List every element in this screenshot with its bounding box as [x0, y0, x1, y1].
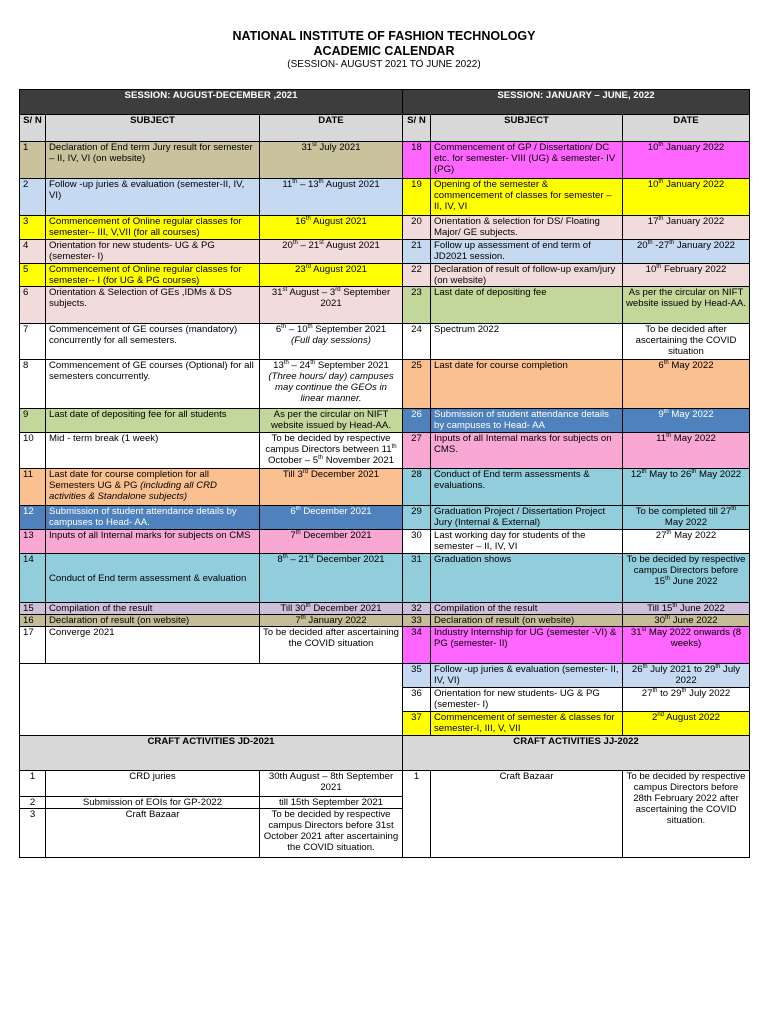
row-date: 23rd August 2021 — [260, 264, 403, 287]
craft-row-sn: 1 — [20, 771, 46, 797]
row-date: Till 15th June 2022 — [623, 603, 750, 615]
row-sn: 37 — [403, 712, 431, 736]
craft-activities-jd-title: CRAFT ACTIVITIES JD-2021 — [20, 736, 403, 771]
row-subject: Commencement of Online regular classes for semester-- I (for UG & PG courses) — [46, 264, 260, 287]
session-range: (SESSION- AUGUST 2021 TO JUNE 2022) — [287, 59, 481, 70]
row-sn: 2 — [20, 179, 46, 216]
row-subject: Orientation & Selection of GEs ,IDMs & DS subjects. — [46, 287, 260, 324]
row-subject: Commencement of GP / Dissertation/ DC etc. for semester- VIII (UG) & semester- IV (PG) — [431, 142, 623, 179]
row-sn: 27 — [403, 433, 431, 469]
row-sn: 17 — [20, 627, 46, 664]
session-header-aug-dec: SESSION: AUGUST-DECEMBER ,2021 — [20, 90, 403, 115]
row-sn: 18 — [403, 142, 431, 179]
row-sn: 32 — [403, 603, 431, 615]
row-subject: Compilation of the result — [431, 603, 623, 615]
calendar-row — [20, 360, 750, 409]
row-subject: Orientation for new students- UG & PG (semester- I) — [431, 688, 623, 712]
craft-row-date: To be decided by respective campus Directors before 31st October 2021 after ascertaining the COVID situation. — [260, 809, 403, 858]
row-sn: 29 — [403, 506, 431, 530]
row-date: 31st May 2022 onwards (8 weeks) — [623, 627, 750, 664]
row-sn: 26 — [403, 409, 431, 433]
calendar-row — [20, 179, 750, 216]
row-sn: 10 — [20, 433, 46, 469]
row-date: 6th – 10th September 2021 (Full day sessions) — [260, 324, 403, 360]
row-subject: Follow -up juries & evaluation (semester-II, IV, VI) — [46, 179, 260, 216]
row-sn: 6 — [20, 287, 46, 324]
row-sn: 20 — [403, 216, 431, 240]
calendar-row — [20, 615, 750, 627]
row-date: 6th May 2022 — [623, 360, 750, 409]
craft-row-date: till 15th September 2021 — [260, 797, 403, 809]
row-subject: Follow up assessment of end term of JD2021 session. — [431, 240, 623, 264]
row-sn: 14 — [20, 554, 46, 603]
row-date: 10th January 2022 — [623, 179, 750, 216]
row-date: 31st August – 3rd September 2021 — [260, 287, 403, 324]
calendar-row — [20, 506, 750, 530]
row-date: 27th May 2022 — [623, 530, 750, 554]
session-header-jan-jun: SESSION: JANUARY – JUNE, 2022 — [403, 90, 750, 115]
row-date: 10th February 2022 — [623, 264, 750, 287]
calendar-row — [20, 142, 750, 179]
row-sn: 19 — [403, 179, 431, 216]
row-subject: Graduation shows — [431, 554, 623, 603]
row-subject: Commencement of GE courses (mandatory) concurrently for all semesters. — [46, 324, 260, 360]
row-date: 13th – 24th September 2021 (Three hours/ day) campuses may continue the GEOs in linear manner. — [260, 360, 403, 409]
row-sn: 28 — [403, 469, 431, 506]
craft-row-subject: Craft Bazaar — [431, 771, 623, 858]
row-date: 6th December 2021 — [260, 506, 403, 530]
row-date: 2nd August 2022 — [623, 712, 750, 736]
row-sn: 25 — [403, 360, 431, 409]
row-subject: Follow -up juries & evaluation (semester- II, IV, VI) — [431, 664, 623, 688]
calendar-row — [20, 287, 750, 324]
column-header-date: DATE — [623, 115, 750, 142]
calendar-title: ACADEMIC CALENDAR — [313, 44, 455, 58]
row-subject: Declaration of result (on website) — [431, 615, 623, 627]
craft-header-row — [20, 736, 750, 771]
row-subject: Commencement of GE courses (Optional) for all semesters concurrently. — [46, 360, 260, 409]
row-date: 30th June 2022 — [623, 615, 750, 627]
craft-row-sn: 2 — [20, 797, 46, 809]
row-date: Till 3rd December 2021 — [260, 469, 403, 506]
row-sn: 22 — [403, 264, 431, 287]
row-sn: 7 — [20, 324, 46, 360]
row-subject: Graduation Project / Dissertation Project Jury (Internal & External) — [431, 506, 623, 530]
row-sn: 12 — [20, 506, 46, 530]
row-subject: Orientation for new students- UG & PG (semester- I) — [46, 240, 260, 264]
row-subject: Converge 2021 — [46, 627, 260, 664]
column-header-sn: S/ N — [20, 115, 46, 142]
empty-cell — [20, 664, 403, 736]
row-sn: 3 — [20, 216, 46, 240]
row-date: 20th -27th January 2022 — [623, 240, 750, 264]
craft-row — [20, 771, 750, 797]
row-date: To be decided by respective campus Directors before 15th June 2022 — [623, 554, 750, 603]
row-date: 10th January 2022 — [623, 142, 750, 179]
craft-activities-jj-title: CRAFT ACTIVITIES JJ-2022 — [403, 736, 750, 771]
row-date: 12th May to 26th May 2022 — [623, 469, 750, 506]
calendar-row — [20, 216, 750, 240]
calendar-row — [20, 264, 750, 287]
row-date: To be decided by respective campus Directors between 11th October – 5th November 2021 — [260, 433, 403, 469]
row-subject: Mid - term break (1 week) — [46, 433, 260, 469]
row-sn: 33 — [403, 615, 431, 627]
row-subject: Last date for course completion — [431, 360, 623, 409]
calendar-row — [20, 409, 750, 433]
row-subject: Opening of the semester & commencement of classes for semester – II, IV, VI — [431, 179, 623, 216]
row-date: 7th December 2021 — [260, 530, 403, 554]
row-subject: Submission of student attendance details by campuses to Head- AA — [431, 409, 623, 433]
row-subject: Last working day for students of the semester – II, IV, VI — [431, 530, 623, 554]
craft-row-date: To be decided by respective campus Directors before 28th February 2022 after ascertaining the COVID situation. — [623, 771, 750, 858]
row-date: To be completed till 27th May 2022 — [623, 506, 750, 530]
row-date: 7th January 2022 — [260, 615, 403, 627]
calendar-row — [20, 603, 750, 615]
row-sn: 36 — [403, 688, 431, 712]
row-subject: Declaration of End term Jury result for semester – II, IV, VI (on website) — [46, 142, 260, 179]
row-sn: 8 — [20, 360, 46, 409]
row-date: 17th January 2022 — [623, 216, 750, 240]
row-date: 20th – 21st August 2021 — [260, 240, 403, 264]
row-date: 8th – 21st December 2021 — [260, 554, 403, 603]
row-subject: Conduct of End term assessment & evaluation — [46, 554, 260, 603]
institute-title: NATIONAL INSTITUTE OF FASHION TECHNOLOGY — [232, 29, 536, 43]
calendar-row — [20, 664, 750, 688]
row-date: 26th July 2021 to 29th July 2022 — [623, 664, 750, 688]
row-sn: 35 — [403, 664, 431, 688]
calendar-row — [20, 324, 750, 360]
column-header-sn: S/ N — [403, 115, 431, 142]
row-sn: 16 — [20, 615, 46, 627]
row-date: 11th – 13th August 2021 — [260, 179, 403, 216]
calendar-row — [20, 554, 750, 603]
row-subject: Last date for course completion for all Semesters UG & PG (including all CRD activities & Standalone subjects) — [46, 469, 260, 506]
column-header-date: DATE — [260, 115, 403, 142]
craft-row-subject: Craft Bazaar — [46, 809, 260, 858]
row-subject: Inputs of all Internal marks for subjects on CMS — [46, 530, 260, 554]
row-sn: 5 — [20, 264, 46, 287]
row-sn: 30 — [403, 530, 431, 554]
row-sn: 13 — [20, 530, 46, 554]
calendar-row — [20, 627, 750, 664]
row-subject: Compilation of the result — [46, 603, 260, 615]
row-sn: 9 — [20, 409, 46, 433]
row-sn: 11 — [20, 469, 46, 506]
column-header-subject: SUBJECT — [431, 115, 623, 142]
calendar-row — [20, 469, 750, 506]
row-subject: Declaration of result (on website) — [46, 615, 260, 627]
row-date: 11th May 2022 — [623, 433, 750, 469]
calendar-row — [20, 240, 750, 264]
row-sn: 31 — [403, 554, 431, 603]
row-subject: Conduct of End term assessments & evaluations. — [431, 469, 623, 506]
craft-row-date: 30th August – 8th September 2021 — [260, 771, 403, 797]
row-subject: Inputs of all Internal marks for subjects on CMS. — [431, 433, 623, 469]
row-sn: 15 — [20, 603, 46, 615]
row-subject: Commencement of semester & classes for semester-I, III, V, VII — [431, 712, 623, 736]
row-subject: Declaration of result of follow-up exam/jury (on website) — [431, 264, 623, 287]
column-header-subject: SUBJECT — [46, 115, 260, 142]
row-subject: Commencement of Online regular classes for semester-- III, V,VII (for all courses) — [46, 216, 260, 240]
row-date: 31st July 2021 — [260, 142, 403, 179]
row-subject: Last date of depositing fee — [431, 287, 623, 324]
craft-row-sn: 1 — [403, 771, 431, 858]
row-date: To be decided after ascertaining the COVID situation — [260, 627, 403, 664]
row-sn: 1 — [20, 142, 46, 179]
craft-row-subject: CRD juries — [46, 771, 260, 797]
row-date: To be decided after ascertaining the COVID situation — [623, 324, 750, 360]
row-date: 16th August 2021 — [260, 216, 403, 240]
row-sn: 21 — [403, 240, 431, 264]
calendar-row — [20, 530, 750, 554]
row-sn: 34 — [403, 627, 431, 664]
row-subject: Submission of student attendance details by campuses to Head- AA. — [46, 506, 260, 530]
calendar-row — [20, 433, 750, 469]
row-date: Till 30th December 2021 — [260, 603, 403, 615]
academic-calendar-table — [19, 89, 750, 858]
craft-row-subject: Submission of EOIs for GP-2022 — [46, 797, 260, 809]
row-subject: Last date of depositing fee for all students — [46, 409, 260, 433]
row-subject: Orientation & selection for DS/ Floating Major/ GE subjects. — [431, 216, 623, 240]
row-subject: Spectrum 2022 — [431, 324, 623, 360]
row-date: 9th May 2022 — [623, 409, 750, 433]
row-sn: 4 — [20, 240, 46, 264]
row-date: 27th to 29th July 2022 — [623, 688, 750, 712]
row-sn: 23 — [403, 287, 431, 324]
craft-row-sn: 3 — [20, 809, 46, 858]
row-subject: Industry Internship for UG (semester -VI) & PG (semester- II) — [431, 627, 623, 664]
row-date: As per the circular on NIFT website issued by Head-AA. — [623, 287, 750, 324]
row-date: As per the circular on NIFT website issued by Head-AA. — [260, 409, 403, 433]
row-sn: 24 — [403, 324, 431, 360]
